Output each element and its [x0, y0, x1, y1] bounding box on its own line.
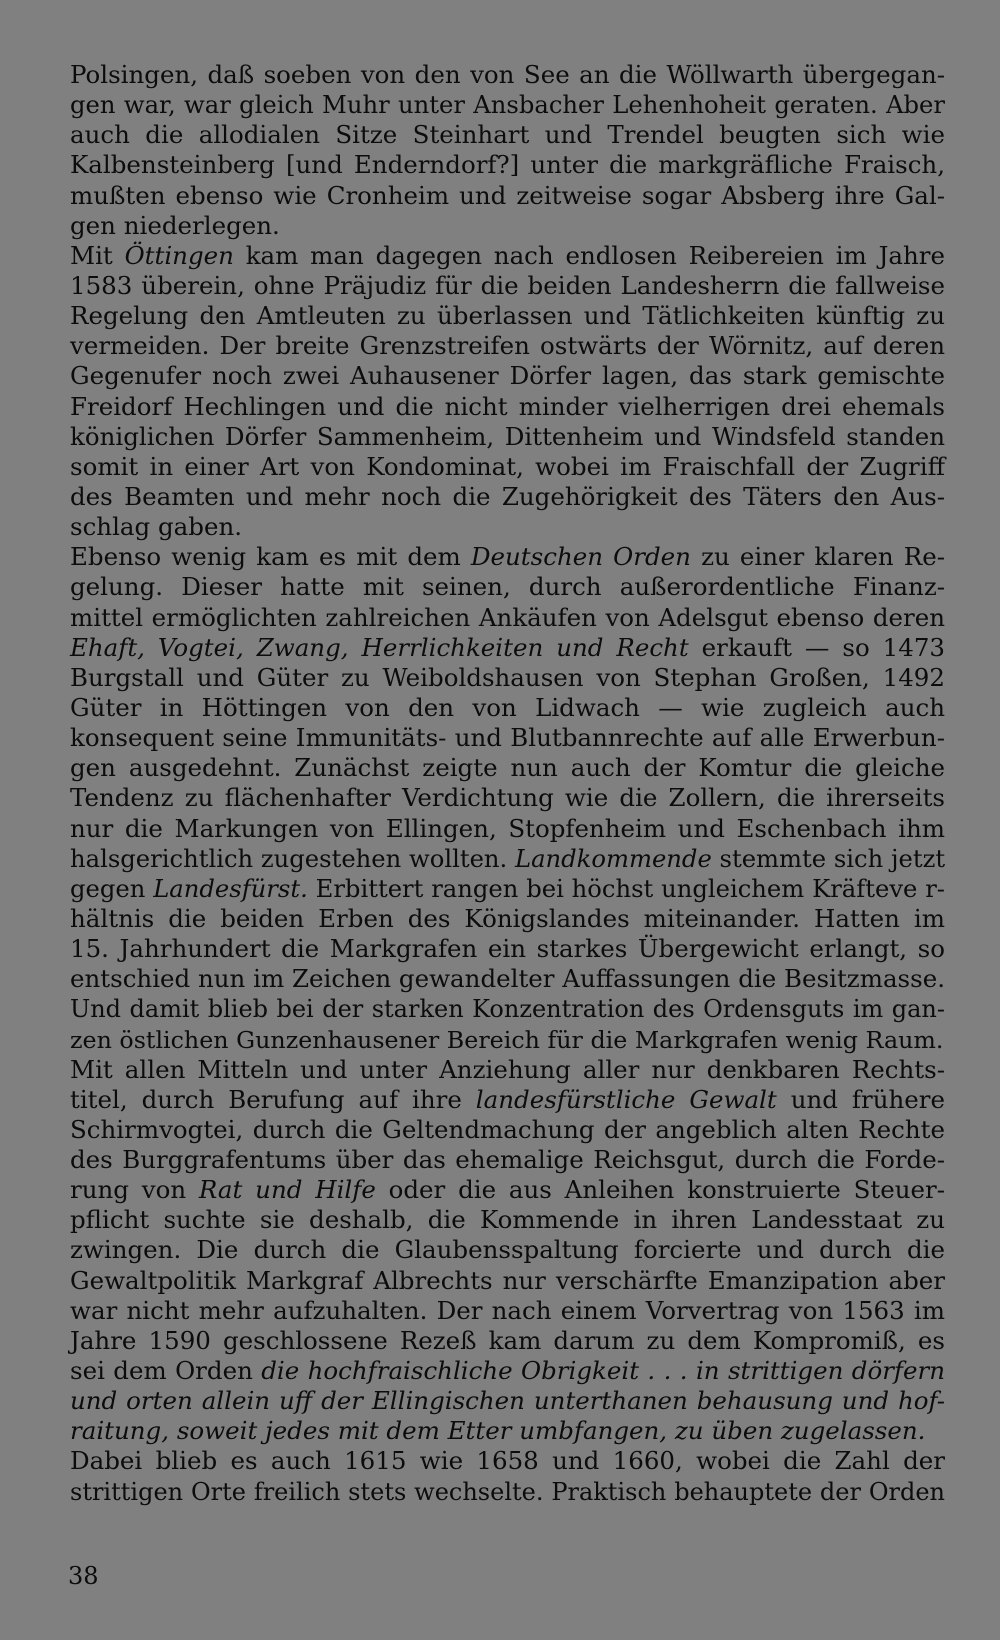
text-run: gen war, war gleich Muhr unter Ansbacher Lehenhoheit geraten. Aber — [70, 90, 945, 120]
text-line — [70, 422, 945, 452]
italic-text: Landesfürst. — [153, 873, 308, 903]
text-run: Kalbensteinberg [und Enderndorf?] unter die markgräfliche Fraisch, — [70, 150, 945, 180]
text-run: königlichen Dörfer Sammenheim, Dittenheim und Windsfeld standen — [70, 421, 945, 451]
text-line — [70, 301, 945, 331]
text-line — [70, 633, 945, 663]
text-run: Dabei blieb es auch 1615 wie 1658 und 1660, wobei die Zahl der — [70, 1446, 945, 1476]
text-run: 1583 überein, ohne Präjudiz für die beiden Landesherrn die fallweise — [70, 270, 945, 300]
text-line — [70, 120, 945, 150]
text-run: gen ausgedehnt. Zunächst zeigte nun auch der Komtur die gleiche — [70, 753, 945, 783]
text-line — [70, 241, 945, 271]
text-line — [70, 331, 945, 361]
text-run: auch die allodialen Sitze Steinhart und Trendel beugten sich wie — [70, 120, 945, 150]
text-line — [70, 211, 945, 241]
text-line — [70, 1416, 945, 1446]
text-run: Freidorf Hechlingen und die nicht minder vielherrigen drei ehemals — [70, 391, 945, 421]
text-line — [70, 482, 945, 512]
text-run: gen niederlegen. — [70, 210, 280, 240]
text-line — [70, 814, 945, 844]
text-line — [70, 572, 945, 602]
text-line — [70, 1025, 945, 1055]
text-run: mußten ebenso wie Cronheim und zeitweise sogar Absberg ihre Gal- — [70, 180, 945, 210]
text-line — [70, 392, 945, 422]
text-line — [70, 1356, 945, 1386]
text-run: 15. Jahrhundert die Markgrafen ein starkes Übergewicht erlangt, so — [70, 934, 945, 964]
text-line — [70, 874, 945, 904]
text-line — [70, 904, 945, 934]
italic-text: Rat und Hilfe — [198, 1175, 376, 1205]
text-line — [70, 994, 945, 1024]
text-run: halsgerichtlich zugestehen wollten. — [70, 843, 515, 873]
italic-text: Öttingen — [124, 240, 234, 270]
text-line — [70, 90, 945, 120]
text-run: rung von — [70, 1175, 199, 1205]
text-run: Schirmvogtei, durch die Geltendmachung der angeblich alten Rechte — [70, 1114, 945, 1144]
text-line — [70, 181, 945, 211]
text-run: Mit allen Mitteln und unter Anziehung aller nur denkbaren Rechts- — [70, 1054, 945, 1084]
text-line — [70, 1266, 945, 1296]
text-run: Polsingen, daß soeben von den von See an die Wöllwarth übergegan- — [70, 60, 945, 89]
italic-text: und orten allein uff der Ellingischen unterthanen behausung und hof- — [70, 1386, 945, 1416]
italic-text: raitung, soweit jedes mit dem Etter umbfangen, zu üben zugelassen. — [70, 1416, 926, 1446]
text-line — [70, 1175, 945, 1205]
text-run: stemmte sich jetzt — [711, 843, 946, 873]
text-run: Güter in Höttingen von den von Lidwach — wie zugleich auch — [70, 692, 945, 722]
text-line — [70, 512, 945, 542]
text-line — [70, 1326, 945, 1356]
text-line — [70, 1055, 945, 1085]
italic-text: die hochfraischliche Obrigkeit . . . in strittigen dörfern — [261, 1356, 945, 1386]
text-run: hältnis die beiden Erben des Königslandes miteinander. Hatten im — [70, 903, 945, 933]
text-line — [70, 1296, 945, 1326]
text-run: Erbittert rangen bei höchst ungleichem Kräfteve r- — [307, 873, 945, 903]
text-run: nur die Markungen von Ellingen, Stopfenheim und Eschenbach ihm — [70, 813, 945, 843]
text-line — [70, 693, 945, 723]
italic-text: Landkommende — [514, 843, 712, 873]
text-run: gegen — [70, 873, 154, 903]
text-run: Jahre 1590 geschlossene Rezeß kam darum zu dem Kompromiß, es — [70, 1325, 945, 1355]
text-line — [70, 271, 945, 301]
text-run: entschied nun im Zeichen gewandelter Auffassungen die Besitzmasse. — [70, 964, 945, 994]
text-run: gelung. Dieser hatte mit seinen, durch außerordentliche Finanz- — [70, 572, 945, 602]
text-run: schlag gaben. — [70, 512, 243, 542]
text-run: zu einer klaren Re- — [690, 542, 946, 572]
text-run: und frühere — [776, 1084, 945, 1114]
text-line — [70, 1085, 945, 1115]
text-line — [70, 603, 945, 633]
text-run: konsequent seine Immunitäts- und Blutbannrechte auf alle Erwerbun- — [70, 723, 945, 753]
text-line — [70, 663, 945, 693]
italic-text: landesfürstliche Gewalt — [475, 1084, 777, 1114]
text-run: pflicht suchte sie deshalb, die Kommende in ihren Landesstaat zu — [70, 1205, 945, 1235]
text-line — [70, 964, 945, 994]
text-run: strittigen Orte freilich stets wechselte. Praktisch behauptete der Orden — [70, 1477, 945, 1506]
text-run: erkauft — so 1473 — [688, 632, 945, 662]
text-line — [70, 1235, 945, 1265]
text-run: Burgstall und Güter zu Weiboldshausen von Stephan Großen, 1492 — [70, 662, 945, 692]
text-run: Mit — [70, 240, 125, 270]
text-run: vermeiden. Der breite Grenzstreifen ostwärts der Wörnitz, auf deren — [70, 331, 945, 361]
text-line — [70, 1477, 945, 1507]
text-line — [70, 1145, 945, 1175]
text-run: Regelung den Amtleuten zu überlassen und Tätlichkeiten künftig zu — [70, 301, 945, 331]
text-run: Und damit blieb bei der starken Konzentration des Ordensguts im gan- — [70, 995, 945, 1024]
text-line — [70, 60, 945, 90]
text-line — [70, 542, 945, 572]
text-run: sei dem Orden — [70, 1356, 262, 1386]
italic-text: Ehaft, Vogtei, Zwang, Herrlichkeiten und Recht — [70, 632, 689, 662]
text-run: zwingen. Die durch die Glaubensspaltung forcierte und durch die — [70, 1235, 945, 1265]
text-line — [70, 753, 945, 783]
text-line — [70, 452, 945, 482]
text-line — [70, 844, 945, 874]
text-run: mittel ermöglichten zahlreichen Ankäufen von Adelsgut ebenso deren — [70, 602, 945, 632]
text-run: war nicht mehr aufzuhalten. Der nach einem Vorvertrag von 1563 im — [70, 1295, 945, 1325]
text-run: somit in einer Art von Kondominat, wobei im Fraischfall der Zugriff — [70, 451, 945, 481]
text-run: titel, durch Berufung auf ihre — [70, 1084, 476, 1114]
text-run: Ebenso wenig kam es mit dem — [70, 542, 471, 572]
text-run: Gewaltpolitik Markgraf Albrechts nur verschärfte Emanzipation aber — [70, 1265, 945, 1295]
text-run: des Burggrafentums über das ehemalige Reichsgut, durch die Forde- — [70, 1145, 945, 1175]
text-line — [70, 361, 945, 391]
text-line — [70, 1446, 945, 1476]
text-block — [70, 60, 945, 1507]
text-run: kam man dagegen nach endlosen Reibereien im Jahre — [233, 240, 945, 270]
text-run: Gegenufer noch zwei Auhausener Dörfer lagen, das stark gemischte — [70, 361, 945, 391]
text-line — [70, 723, 945, 753]
text-line — [70, 783, 945, 813]
text-line — [70, 150, 945, 180]
text-line — [70, 934, 945, 964]
text-run: zen östlichen Gunzenhausener Bereich für die Markgrafen wenig Raum. — [70, 1025, 944, 1054]
text-line — [70, 1386, 945, 1416]
text-run: Tendenz zu flächenhafter Verdichtung wie die Zollern, die ihrerseits — [70, 783, 945, 813]
text-line — [70, 1205, 945, 1235]
text-run: des Beamten und mehr noch die Zugehörigkeit des Täters den Aus- — [70, 481, 945, 511]
text-line — [70, 1115, 945, 1145]
page-number: 38 — [68, 1562, 99, 1590]
italic-text: Deutschen Orden — [470, 542, 691, 572]
text-run: oder die aus Anleihen konstruierte Steuer- — [375, 1175, 945, 1205]
